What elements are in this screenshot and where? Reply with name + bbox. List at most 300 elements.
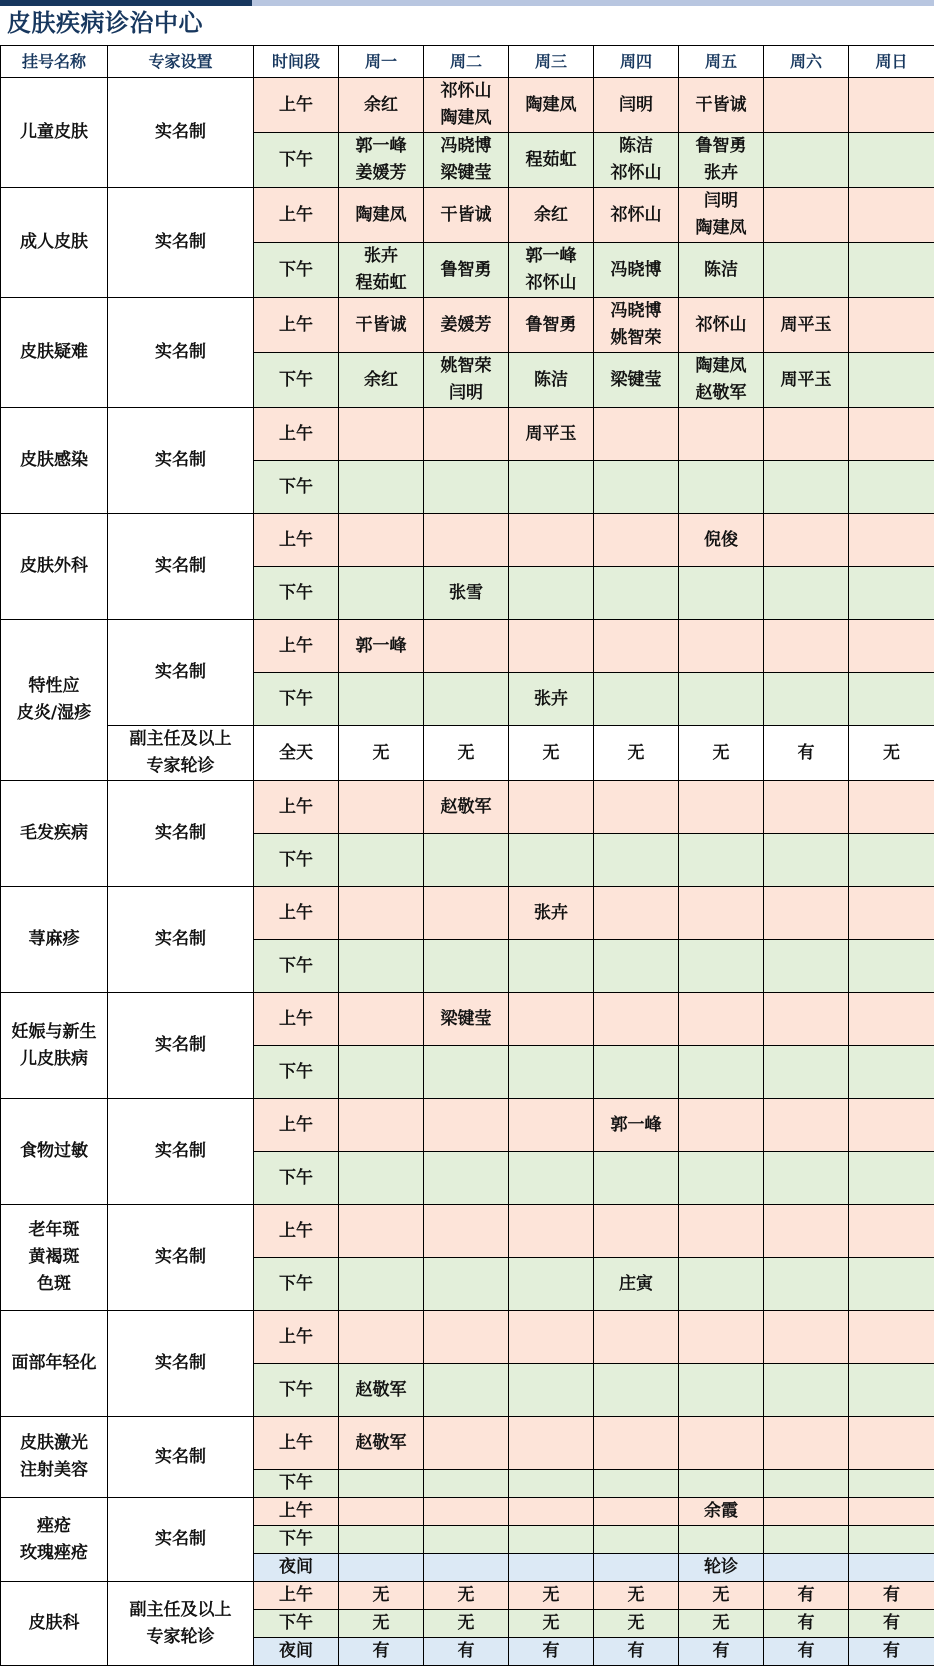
time-period: 上午 <box>254 78 339 133</box>
time-period: 上午 <box>254 620 339 673</box>
schedule-cell: 无 <box>509 726 594 781</box>
registration-type: 实名制 <box>108 1205 254 1311</box>
schedule-cell <box>764 188 849 243</box>
schedule-cell: 周平玉 <box>509 408 594 461</box>
header-cell: 专家设置 <box>108 46 254 78</box>
schedule-cell: 郭一峰 姜媛芳 <box>339 133 424 188</box>
time-period: 下午 <box>254 133 339 188</box>
schedule-cell <box>849 1364 934 1417</box>
schedule-cell <box>339 461 424 514</box>
schedule-body <box>1 78 934 1666</box>
schedule-cell: 无 <box>424 1610 509 1638</box>
schedule-cell <box>509 940 594 993</box>
schedule-cell: 有 <box>424 1638 509 1666</box>
time-period: 上午 <box>254 408 339 461</box>
schedule-cell <box>424 834 509 887</box>
time-period: 下午 <box>254 567 339 620</box>
header-cell: 挂号名称 <box>1 46 108 78</box>
department-name: 荨麻疹 <box>1 887 108 993</box>
schedule-cell: 冯晓博 <box>594 243 679 298</box>
time-period: 下午 <box>254 1610 339 1638</box>
schedule-cell <box>849 673 934 726</box>
table-row <box>1 993 934 1046</box>
schedule-cell: 干皆诚 <box>339 298 424 353</box>
schedule-cell: 无 <box>594 1582 679 1610</box>
schedule-cell <box>509 1258 594 1311</box>
schedule-cell <box>764 1470 849 1498</box>
schedule-cell: 张卉 程茹虹 <box>339 243 424 298</box>
schedule-cell <box>509 834 594 887</box>
schedule-cell <box>849 1554 934 1582</box>
schedule-cell <box>509 514 594 567</box>
schedule-cell <box>764 887 849 940</box>
schedule-cell <box>764 1099 849 1152</box>
schedule-cell: 有 <box>764 1638 849 1666</box>
schedule-cell: 祁怀山 <box>594 188 679 243</box>
schedule-cell <box>764 243 849 298</box>
schedule-cell: 张卉 <box>509 673 594 726</box>
schedule-cell: 赵敬军 <box>339 1417 424 1470</box>
header-cell: 周五 <box>679 46 764 78</box>
table-row <box>1 1498 934 1526</box>
schedule-cell <box>424 1526 509 1554</box>
schedule-cell <box>764 1152 849 1205</box>
schedule-cell <box>849 298 934 353</box>
schedule-cell: 祁怀山 <box>679 298 764 353</box>
schedule-cell <box>339 1526 424 1554</box>
schedule-cell <box>594 567 679 620</box>
schedule-cell <box>764 1554 849 1582</box>
schedule-cell: 无 <box>424 1582 509 1610</box>
schedule-cell <box>679 1311 764 1364</box>
schedule-cell: 闫明 <box>594 78 679 133</box>
schedule-cell <box>339 1311 424 1364</box>
schedule-cell: 无 <box>424 726 509 781</box>
schedule-cell <box>424 514 509 567</box>
schedule-cell <box>424 1498 509 1526</box>
schedule-cell: 鲁智勇 <box>509 298 594 353</box>
department-name: 儿童皮肤 <box>1 78 108 188</box>
schedule-cell <box>594 1046 679 1099</box>
schedule-cell <box>849 1205 934 1258</box>
schedule-cell: 有 <box>764 1582 849 1610</box>
schedule-cell: 姚智荣 闫明 <box>424 353 509 408</box>
registration-type: 实名制 <box>108 781 254 887</box>
schedule-cell <box>424 1152 509 1205</box>
schedule-cell <box>509 1526 594 1554</box>
time-period: 夜间 <box>254 1554 339 1582</box>
schedule-cell <box>764 1417 849 1470</box>
schedule-cell <box>764 514 849 567</box>
schedule-cell <box>509 1364 594 1417</box>
schedule-cell <box>679 1364 764 1417</box>
registration-type: 实名制 <box>108 1311 254 1417</box>
schedule-cell <box>679 1258 764 1311</box>
schedule-cell <box>339 887 424 940</box>
schedule-cell <box>339 1152 424 1205</box>
schedule-cell <box>679 1046 764 1099</box>
schedule-cell <box>849 567 934 620</box>
schedule-cell <box>594 1498 679 1526</box>
time-period: 下午 <box>254 353 339 408</box>
schedule-cell <box>594 993 679 1046</box>
header-cell: 周六 <box>764 46 849 78</box>
table-row <box>1 1417 934 1470</box>
table-row <box>1 514 934 567</box>
schedule-cell <box>339 993 424 1046</box>
time-period: 下午 <box>254 1470 339 1498</box>
schedule-cell <box>849 1046 934 1099</box>
schedule-cell <box>849 243 934 298</box>
schedule-cell <box>339 1470 424 1498</box>
time-period: 上午 <box>254 188 339 243</box>
department-name: 痤疮 玫瑰痤疮 <box>1 1498 108 1582</box>
schedule-cell: 梁键莹 <box>594 353 679 408</box>
schedule-cell: 程茹虹 <box>509 133 594 188</box>
table-row <box>1 726 934 781</box>
schedule-cell <box>679 620 764 673</box>
schedule-cell <box>424 1311 509 1364</box>
schedule-cell: 无 <box>594 726 679 781</box>
schedule-cell <box>509 1046 594 1099</box>
department-name: 老年斑 黄褐斑 色斑 <box>1 1205 108 1311</box>
schedule-cell: 陶建凤 <box>339 188 424 243</box>
schedule-cell: 周平玉 <box>764 353 849 408</box>
time-period: 上午 <box>254 1205 339 1258</box>
schedule-table <box>0 45 934 1666</box>
registration-type: 实名制 <box>108 1417 254 1498</box>
schedule-cell <box>339 514 424 567</box>
schedule-cell <box>594 887 679 940</box>
header-cell: 周四 <box>594 46 679 78</box>
schedule-cell <box>679 1205 764 1258</box>
time-period: 下午 <box>254 673 339 726</box>
schedule-cell <box>764 1526 849 1554</box>
department-name: 特性应 皮炎/湿疹 <box>1 620 108 781</box>
schedule-cell: 无 <box>339 1582 424 1610</box>
schedule-cell <box>764 1498 849 1526</box>
schedule-cell <box>849 781 934 834</box>
schedule-cell: 鲁智勇 张卉 <box>679 133 764 188</box>
schedule-cell <box>339 1205 424 1258</box>
schedule-cell: 余红 <box>339 78 424 133</box>
schedule-cell <box>424 1099 509 1152</box>
schedule-cell <box>679 673 764 726</box>
schedule-cell: 冯晓博 梁键莹 <box>424 133 509 188</box>
schedule-cell: 有 <box>509 1638 594 1666</box>
table-row <box>1 298 934 353</box>
header-cell: 周二 <box>424 46 509 78</box>
schedule-cell <box>849 1258 934 1311</box>
schedule-cell: 轮诊 <box>679 1554 764 1582</box>
schedule-cell: 干皆诚 <box>424 188 509 243</box>
table-row <box>1 78 934 133</box>
department-name: 皮肤外科 <box>1 514 108 620</box>
time-period: 夜间 <box>254 1638 339 1666</box>
schedule-cell: 有 <box>849 1582 934 1610</box>
schedule-cell: 闫明 陶建凤 <box>679 188 764 243</box>
schedule-cell: 陈洁 <box>509 353 594 408</box>
schedule-cell <box>849 834 934 887</box>
schedule-cell <box>424 1417 509 1470</box>
schedule-cell <box>509 993 594 1046</box>
schedule-cell <box>679 1526 764 1554</box>
schedule-cell <box>594 1470 679 1498</box>
registration-type: 实名制 <box>108 514 254 620</box>
department-name: 皮肤感染 <box>1 408 108 514</box>
schedule-cell: 郭一峰 <box>339 620 424 673</box>
schedule-cell <box>849 188 934 243</box>
registration-type: 实名制 <box>108 298 254 408</box>
registration-type: 实名制 <box>108 188 254 298</box>
schedule-cell <box>594 834 679 887</box>
schedule-cell: 张雪 <box>424 567 509 620</box>
schedule-cell <box>594 1152 679 1205</box>
schedule-cell <box>424 461 509 514</box>
time-period: 下午 <box>254 243 339 298</box>
schedule-cell <box>339 1099 424 1152</box>
top-accent-bar-dark <box>0 0 252 6</box>
schedule-cell <box>764 133 849 188</box>
schedule-cell <box>764 1258 849 1311</box>
schedule-cell: 余红 <box>509 188 594 243</box>
schedule-cell: 余霞 <box>679 1498 764 1526</box>
schedule-cell <box>594 1205 679 1258</box>
schedule-cell <box>594 781 679 834</box>
schedule-cell <box>679 940 764 993</box>
schedule-cell <box>594 620 679 673</box>
schedule-cell <box>424 620 509 673</box>
schedule-cell <box>679 567 764 620</box>
schedule-cell <box>764 567 849 620</box>
registration-type: 实名制 <box>108 993 254 1099</box>
time-period: 全天 <box>254 726 339 781</box>
schedule-cell <box>679 1152 764 1205</box>
schedule-cell <box>509 1417 594 1470</box>
schedule-cell <box>679 993 764 1046</box>
registration-type: 实名制 <box>108 620 254 726</box>
schedule-cell <box>764 1311 849 1364</box>
time-period: 上午 <box>254 887 339 940</box>
schedule-cell <box>849 78 934 133</box>
table-row <box>1 781 934 834</box>
schedule-cell <box>424 1364 509 1417</box>
time-period: 上午 <box>254 781 339 834</box>
schedule-cell <box>764 1205 849 1258</box>
schedule-cell: 无 <box>339 1610 424 1638</box>
registration-type: 实名制 <box>108 887 254 993</box>
schedule-cell <box>339 1046 424 1099</box>
schedule-cell: 无 <box>679 1610 764 1638</box>
schedule-cell <box>424 1046 509 1099</box>
department-name: 妊娠与新生 儿皮肤病 <box>1 993 108 1099</box>
schedule-cell <box>339 834 424 887</box>
schedule-cell: 陶建凤 <box>509 78 594 133</box>
schedule-cell <box>764 1046 849 1099</box>
schedule-cell: 无 <box>679 726 764 781</box>
schedule-cell <box>594 408 679 461</box>
schedule-cell <box>679 461 764 514</box>
schedule-cell: 郭一峰 祁怀山 <box>509 243 594 298</box>
schedule-cell <box>849 133 934 188</box>
table-row <box>1 1311 934 1364</box>
table-row <box>1 887 934 940</box>
schedule-cell <box>424 887 509 940</box>
department-name: 成人皮肤 <box>1 188 108 298</box>
schedule-cell <box>424 1470 509 1498</box>
schedule-cell <box>764 673 849 726</box>
schedule-cell <box>849 1498 934 1526</box>
schedule-cell <box>509 1554 594 1582</box>
schedule-cell <box>849 1417 934 1470</box>
schedule-cell <box>849 353 934 408</box>
table-row <box>1 1205 934 1258</box>
schedule-cell: 赵敬军 <box>339 1364 424 1417</box>
time-period: 上午 <box>254 1099 339 1152</box>
schedule-cell <box>339 408 424 461</box>
time-period: 上午 <box>254 1311 339 1364</box>
schedule-cell <box>849 408 934 461</box>
schedule-cell <box>594 461 679 514</box>
schedule-cell <box>764 408 849 461</box>
department-name: 食物过敏 <box>1 1099 108 1205</box>
schedule-cell <box>339 1258 424 1311</box>
time-period: 下午 <box>254 1526 339 1554</box>
time-period: 下午 <box>254 834 339 887</box>
time-period: 下午 <box>254 461 339 514</box>
schedule-cell <box>424 1258 509 1311</box>
header-cell: 周日 <box>849 46 934 78</box>
schedule-cell <box>849 993 934 1046</box>
time-period: 下午 <box>254 1152 339 1205</box>
registration-type: 副主任及以上 专家轮诊 <box>108 1582 254 1666</box>
schedule-cell <box>509 1311 594 1364</box>
schedule-cell <box>594 514 679 567</box>
schedule-cell: 有 <box>339 1638 424 1666</box>
schedule-cell <box>594 1364 679 1417</box>
schedule-cell <box>679 834 764 887</box>
schedule-cell <box>509 1205 594 1258</box>
top-accent-bar <box>0 0 934 6</box>
schedule-cell <box>509 1470 594 1498</box>
schedule-cell <box>509 781 594 834</box>
schedule-cell: 倪俊 <box>679 514 764 567</box>
schedule-cell <box>339 781 424 834</box>
schedule-cell <box>849 1470 934 1498</box>
registration-type: 实名制 <box>108 78 254 188</box>
registration-type: 实名制 <box>108 1099 254 1205</box>
header-row <box>1 46 934 78</box>
schedule-cell <box>339 673 424 726</box>
schedule-cell: 姜媛芳 <box>424 298 509 353</box>
schedule-cell <box>424 1205 509 1258</box>
schedule-cell <box>594 940 679 993</box>
time-period: 上午 <box>254 993 339 1046</box>
schedule-cell: 无 <box>509 1582 594 1610</box>
schedule-cell: 无 <box>339 726 424 781</box>
registration-type: 副主任及以上 专家轮诊 <box>108 726 254 781</box>
schedule-cell: 无 <box>509 1610 594 1638</box>
schedule-cell <box>339 940 424 993</box>
schedule-cell: 梁键莹 <box>424 993 509 1046</box>
schedule-cell: 无 <box>594 1610 679 1638</box>
schedule-cell: 冯晓博 姚智荣 <box>594 298 679 353</box>
schedule-cell <box>849 940 934 993</box>
schedule-cell <box>764 834 849 887</box>
schedule-cell <box>594 1554 679 1582</box>
schedule-cell: 有 <box>849 1638 934 1666</box>
registration-type: 实名制 <box>108 1498 254 1582</box>
department-name: 皮肤科 <box>1 1582 108 1666</box>
schedule-cell <box>679 781 764 834</box>
table-row <box>1 408 934 461</box>
schedule-cell <box>424 940 509 993</box>
time-period: 下午 <box>254 1364 339 1417</box>
schedule-cell: 陈洁 <box>679 243 764 298</box>
schedule-cell <box>764 620 849 673</box>
table-row <box>1 1582 934 1610</box>
schedule-cell: 干皆诚 <box>679 78 764 133</box>
time-period: 上午 <box>254 1498 339 1526</box>
department-name: 毛发疾病 <box>1 781 108 887</box>
schedule-cell: 周平玉 <box>764 298 849 353</box>
department-name: 面部年轻化 <box>1 1311 108 1417</box>
department-name: 皮肤激光 注射美容 <box>1 1417 108 1498</box>
page-title: 皮肤疾病诊治中心 <box>7 7 203 39</box>
schedule-cell <box>509 1152 594 1205</box>
time-period: 上午 <box>254 1582 339 1610</box>
schedule-cell <box>339 1554 424 1582</box>
schedule-cell <box>849 461 934 514</box>
schedule-cell <box>679 1099 764 1152</box>
schedule-cell <box>764 781 849 834</box>
schedule-cell <box>849 620 934 673</box>
schedule-cell <box>849 1311 934 1364</box>
header-cell: 周三 <box>509 46 594 78</box>
schedule-cell <box>509 1099 594 1152</box>
schedule-cell <box>509 1498 594 1526</box>
schedule-cell: 祁怀山 陶建凤 <box>424 78 509 133</box>
time-period: 下午 <box>254 1046 339 1099</box>
schedule-cell <box>764 1364 849 1417</box>
schedule-cell: 无 <box>849 726 934 781</box>
schedule-cell <box>509 567 594 620</box>
schedule-cell <box>339 567 424 620</box>
schedule-cell <box>849 514 934 567</box>
schedule-cell <box>509 461 594 514</box>
schedule-cell: 有 <box>594 1638 679 1666</box>
schedule-cell: 鲁智勇 <box>424 243 509 298</box>
schedule-cell <box>764 993 849 1046</box>
schedule-cell <box>764 940 849 993</box>
schedule-cell <box>424 408 509 461</box>
schedule-cell: 赵敬军 <box>424 781 509 834</box>
time-period: 上午 <box>254 298 339 353</box>
time-period: 上午 <box>254 514 339 567</box>
schedule-cell <box>679 887 764 940</box>
time-period: 下午 <box>254 1258 339 1311</box>
schedule-cell <box>594 673 679 726</box>
schedule-cell <box>339 1498 424 1526</box>
schedule-cell: 陈洁 祁怀山 <box>594 133 679 188</box>
schedule-cell <box>679 1417 764 1470</box>
schedule-cell: 有 <box>849 1610 934 1638</box>
schedule-cell: 余红 <box>339 353 424 408</box>
schedule-cell <box>594 1311 679 1364</box>
schedule-cell <box>849 1099 934 1152</box>
schedule-cell: 张卉 <box>509 887 594 940</box>
schedule-cell: 庄寅 <box>594 1258 679 1311</box>
